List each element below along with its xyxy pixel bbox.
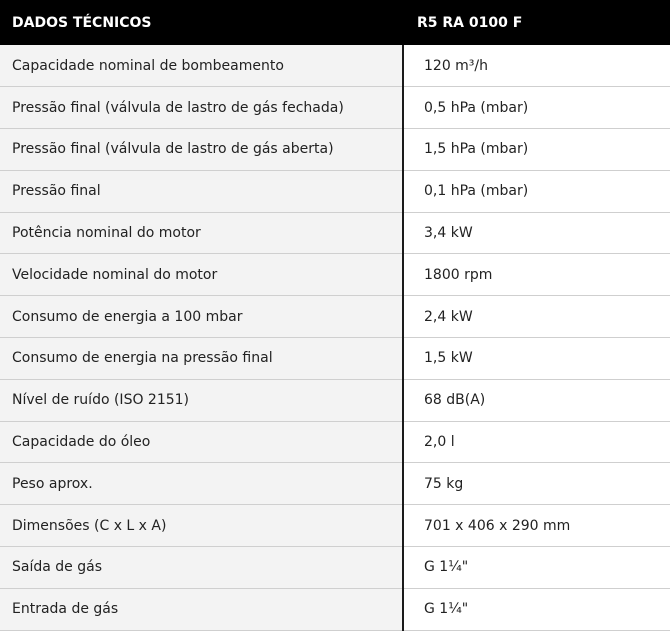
spec-value: 0,1 hPa (mbar): [403, 170, 670, 212]
spec-value: G 1¼": [403, 588, 670, 630]
table-row: [0, 45, 670, 87]
table-row: [0, 421, 670, 463]
spec-label: Consumo de energia na pressão final: [0, 338, 403, 380]
spec-value: 1,5 kW: [403, 338, 670, 380]
spec-value: 1800 rpm: [403, 254, 670, 296]
spec-value: 701 x 406 x 290 mm: [403, 505, 670, 547]
spec-value: 2,4 kW: [403, 296, 670, 338]
spec-label: Consumo de energia a 100 mbar: [0, 296, 403, 338]
table-row: [0, 296, 670, 338]
header-model-column: R5 RA 0100 F: [403, 0, 670, 45]
spec-label: Pressão final: [0, 170, 403, 212]
spec-label: Dimensões (C x L x A): [0, 505, 403, 547]
table-row: [0, 505, 670, 547]
table-header: [0, 0, 670, 45]
table-row: [0, 379, 670, 421]
spec-value: 120 m³/h: [403, 45, 670, 87]
spec-label: Pressão final (válvula de lastro de gás aberta): [0, 129, 403, 171]
spec-value: 2,0 l: [403, 421, 670, 463]
table-row: [0, 254, 670, 296]
spec-value: 1,5 hPa (mbar): [403, 129, 670, 171]
table-body: [0, 45, 670, 630]
spec-label: Nível de ruído (ISO 2151): [0, 379, 403, 421]
spec-label: Potência nominal do motor: [0, 212, 403, 254]
spec-label: Saída de gás: [0, 547, 403, 589]
spec-value: G 1¼": [403, 547, 670, 589]
spec-label: Pressão final (válvula de lastro de gás fechada): [0, 87, 403, 129]
spec-value: 0,5 hPa (mbar): [403, 87, 670, 129]
spec-value: 3,4 kW: [403, 212, 670, 254]
spec-label: Capacidade nominal de bombeamento: [0, 45, 403, 87]
spec-label: Velocidade nominal do motor: [0, 254, 403, 296]
table-row: [0, 588, 670, 630]
table-row: [0, 129, 670, 171]
spec-label: Peso aprox.: [0, 463, 403, 505]
table-row: [0, 338, 670, 380]
spec-value: 68 dB(A): [403, 379, 670, 421]
table-row: [0, 87, 670, 129]
table-row: [0, 547, 670, 589]
table-row: [0, 463, 670, 505]
spec-label: Entrada de gás: [0, 588, 403, 630]
table-row: [0, 212, 670, 254]
header-label-column: DADOS TÉCNICOS: [0, 0, 403, 45]
spec-value: 75 kg: [403, 463, 670, 505]
table-row: [0, 170, 670, 212]
header-row: [0, 0, 670, 45]
spec-label: Capacidade do óleo: [0, 421, 403, 463]
